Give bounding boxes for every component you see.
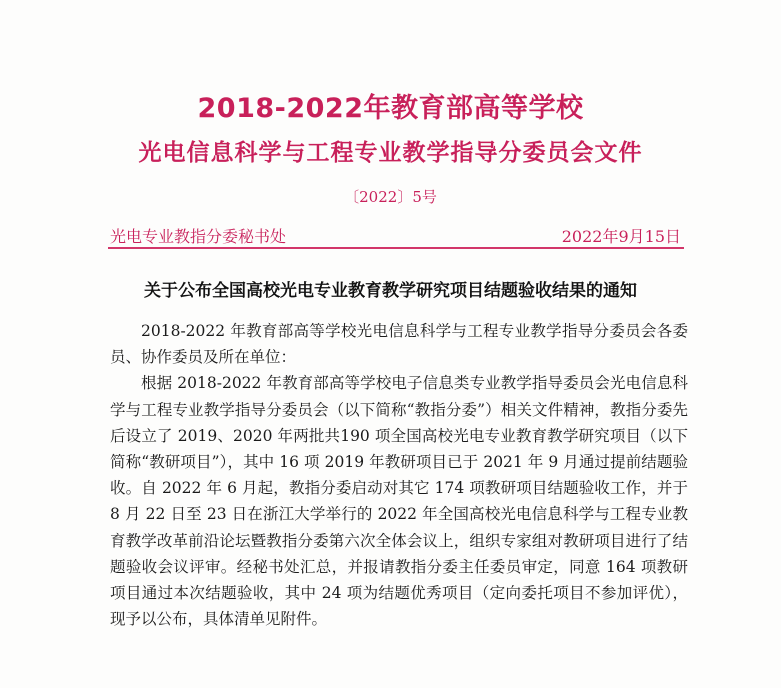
issue-date: 2022年9月15日 [561, 227, 681, 246]
salutation-paragraph: 2018-2022 年教育部高等学校光电信息科学与工程专业教学指导分委员会各委员、协作委员及所在单位： [110, 322, 688, 367]
notice-body [110, 318, 688, 632]
body-paragraph: 根据 2018-2022 年教育部高等学校电子信息类专业教学指导委员会光电信息科学与工程专业教学指导分委员会（以下简称“教指分委”）相关文件精神，教指分委先后设立了 2019、2020 年两批共190 项全国高校光电专业教育教学研究项目（以下简称“教研项目”），其中 16 项 2019 年教研项目已于 2021 年 9 月通过提前结题验收。自 2022 年 6 月起，教指分委启动对其它 174 项教研项目结题验收工作，并于 8 月 22 日至 23 日在浙江大学举行的 2022 年全国高校光电信息科学与工程专业教育教学改革前沿论坛暨教指分委第六次全体会议上，组织专家组对教研项目进行了结题验收会议评审。经秘书处汇总，并报请教指分委主任委员审定，同意 164 项教研项目通过本次结题验收，其中 24 项为结题优秀项目（定向委托项目不参加评优），现予以公布，具体清单见附件。 [110, 374, 688, 629]
document-header-title: 2018-2022年教育部高等学校 [197, 93, 584, 124]
document-header-subtitle: 光电信息科学与工程专业教学指导分委员会文件 [138, 140, 643, 166]
document-number: 〔2022〕5号 [344, 188, 437, 206]
header-divider [108, 247, 684, 249]
notice-title: 关于公布全国高校光电专业教育教学研究项目结题验收结果的通知 [144, 281, 637, 301]
issuer-label: 光电专业教指分委秘书处 [110, 227, 287, 246]
